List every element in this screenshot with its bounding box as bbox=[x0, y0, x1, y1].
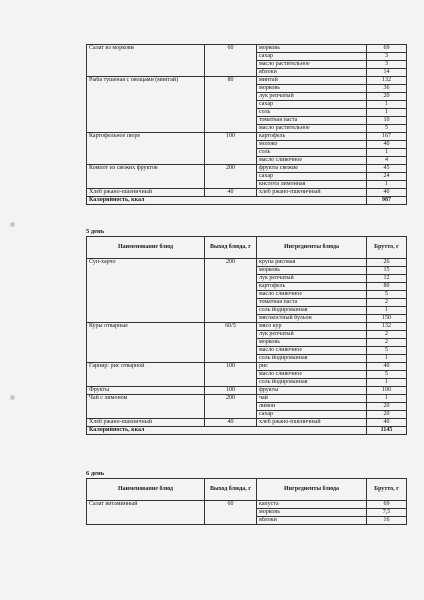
dish-name: Хлеб ржано-пшеничный bbox=[87, 189, 205, 197]
ingredient-name: кислота лимонная bbox=[257, 181, 367, 189]
ingredient-gross: 3 bbox=[367, 61, 407, 69]
ingredient-gross: 7,5 bbox=[367, 509, 407, 517]
dish-name: Куры отварные bbox=[87, 323, 205, 363]
ingredient-gross: 1 bbox=[367, 307, 407, 315]
dish-weight: 40 bbox=[205, 189, 257, 197]
ingredient-gross: 40 bbox=[367, 189, 407, 197]
dish-name: Рыба тушеная с овощами (минтай) bbox=[87, 77, 205, 133]
calories-row bbox=[87, 197, 407, 205]
dish-weight: 60 bbox=[205, 45, 257, 77]
dish-name: Картофельное пюре bbox=[87, 133, 205, 165]
dish-name: Гарнир: рис отварной bbox=[87, 363, 205, 387]
ingredient-gross: 1 bbox=[367, 395, 407, 403]
column-header: Наименование блюд bbox=[87, 237, 205, 259]
calories-label: Калорийность, ккал bbox=[87, 197, 367, 205]
calories-row bbox=[87, 427, 407, 435]
ingredient-gross: 150 bbox=[367, 315, 407, 323]
ingredient-name: крупа рисовая bbox=[257, 259, 367, 267]
ingredient-name: рис bbox=[257, 363, 367, 371]
ingredient-name: масло сливочное bbox=[257, 347, 367, 355]
column-header: Выход блюда, г bbox=[205, 479, 257, 501]
ingredient-gross: 132 bbox=[367, 323, 407, 331]
ingredient-gross: 36 bbox=[367, 85, 407, 93]
ingredient-name: морковь bbox=[257, 339, 367, 347]
calories-value: 987 bbox=[367, 197, 407, 205]
ingredient-name: морковь bbox=[257, 45, 367, 53]
ingredient-name: сахар bbox=[257, 411, 367, 419]
ingredient-gross: 40 bbox=[367, 141, 407, 149]
ingredient-gross: 5 bbox=[367, 291, 407, 299]
ingredient-gross: 100 bbox=[367, 387, 407, 395]
ingredient-gross: 1 bbox=[367, 149, 407, 157]
ingredient-name: капуста bbox=[257, 501, 367, 509]
ingredient-name: морковь bbox=[257, 85, 367, 93]
dish-weight: 60 bbox=[205, 501, 257, 525]
ingredient-name: масло растительное bbox=[257, 61, 367, 69]
ingredient-name: соль йодированная bbox=[257, 355, 367, 363]
ingredient-name: яблоки bbox=[257, 69, 367, 77]
ingredient-name: томатная паста bbox=[257, 299, 367, 307]
ingredient-gross: 20 bbox=[367, 403, 407, 411]
ingredient-gross: 20 bbox=[367, 411, 407, 419]
table-row bbox=[87, 395, 407, 403]
ingredient-name: лимон bbox=[257, 403, 367, 411]
table-row bbox=[87, 419, 407, 427]
ingredient-name: сахар bbox=[257, 101, 367, 109]
table-row bbox=[87, 323, 407, 331]
dish-weight: 200 bbox=[205, 259, 257, 323]
ingredient-gross: 5 bbox=[367, 371, 407, 379]
column-header: Выход блюда, г bbox=[205, 237, 257, 259]
dish-name: Салат из моркови bbox=[87, 45, 205, 77]
ingredient-name: соль йодированная bbox=[257, 379, 367, 387]
ingredient-name: сахар bbox=[257, 173, 367, 181]
ingredient-name: масло сливочное bbox=[257, 157, 367, 165]
column-header: Брутто, г bbox=[367, 237, 407, 259]
ingredient-gross: 1 bbox=[367, 109, 407, 117]
ingredient-gross: 40 bbox=[367, 363, 407, 371]
dish-name: Компот из свежих фруктов bbox=[87, 165, 205, 189]
ingredient-gross: 26 bbox=[367, 259, 407, 267]
ingredient-gross: 5 bbox=[367, 125, 407, 133]
day6-menu-table bbox=[86, 478, 407, 525]
ingredient-name: соль bbox=[257, 109, 367, 117]
ingredient-gross: 80 bbox=[367, 283, 407, 291]
day5-menu-table bbox=[86, 236, 407, 435]
ingredient-name: морковь bbox=[257, 267, 367, 275]
dish-weight: 80 bbox=[205, 77, 257, 133]
ingredient-name: мясокостный бульон bbox=[257, 315, 367, 323]
ingredient-gross: 1 bbox=[367, 181, 407, 189]
day5-title: 5 день bbox=[86, 228, 105, 235]
ingredient-gross: 69 bbox=[367, 501, 407, 509]
ingredient-name: яблоки bbox=[257, 517, 367, 525]
ingredient-name: картофель bbox=[257, 283, 367, 291]
ingredient-gross: 1 bbox=[367, 101, 407, 109]
day6-title: 6 день bbox=[86, 470, 105, 477]
ingredient-gross: 12 bbox=[367, 275, 407, 283]
table-row bbox=[87, 501, 407, 509]
ingredient-name: лук репчатый bbox=[257, 93, 367, 101]
ingredient-gross: 20 bbox=[367, 93, 407, 101]
table-row bbox=[87, 45, 407, 53]
ingredient-name: фрукты свежие bbox=[257, 165, 367, 173]
dish-weight: 200 bbox=[205, 395, 257, 419]
dish-weight: 100 bbox=[205, 387, 257, 395]
ingredient-name: соль йодированная bbox=[257, 307, 367, 315]
ingredient-gross: 2 bbox=[367, 299, 407, 307]
ingredient-gross: 10 bbox=[367, 117, 407, 125]
ingredient-gross: 1 bbox=[367, 355, 407, 363]
ingredient-name: масло растительное bbox=[257, 125, 367, 133]
ingredient-gross: 2 bbox=[367, 331, 407, 339]
ingredient-name: масло сливочное bbox=[257, 371, 367, 379]
ingredient-gross: 3 bbox=[367, 53, 407, 61]
dish-name: Суп-харчо bbox=[87, 259, 205, 323]
ingredient-gross: 132 bbox=[367, 77, 407, 85]
punch-hole bbox=[10, 395, 15, 400]
dish-name: Салат витаминный bbox=[87, 501, 205, 525]
ingredient-name: томатная паста bbox=[257, 117, 367, 125]
table-row bbox=[87, 189, 407, 197]
ingredient-gross: 24 bbox=[367, 173, 407, 181]
ingredient-name: чай bbox=[257, 395, 367, 403]
dish-weight: 100 bbox=[205, 363, 257, 387]
column-header: Наименование блюд bbox=[87, 479, 205, 501]
ingredient-name: сахар bbox=[257, 53, 367, 61]
table-row bbox=[87, 77, 407, 85]
ingredient-gross: 15 bbox=[367, 267, 407, 275]
ingredient-gross: 2 bbox=[367, 339, 407, 347]
dish-weight: 100 bbox=[205, 133, 257, 165]
ingredient-gross: 1 bbox=[367, 379, 407, 387]
ingredient-name: молоко bbox=[257, 141, 367, 149]
column-header: Ингредиенты блюда bbox=[257, 237, 367, 259]
ingredient-gross: 40 bbox=[367, 419, 407, 427]
ingredient-gross: 4 bbox=[367, 157, 407, 165]
ingredient-name: лук репчатый bbox=[257, 275, 367, 283]
column-header: Ингредиенты блюда bbox=[257, 479, 367, 501]
dish-name: Фрукты bbox=[87, 387, 205, 395]
ingredient-gross: 14 bbox=[367, 69, 407, 77]
table-header-row bbox=[87, 237, 407, 259]
punch-hole bbox=[10, 222, 15, 227]
ingredient-name: морковь bbox=[257, 509, 367, 517]
table-row bbox=[87, 133, 407, 141]
dish-weight: 40 bbox=[205, 419, 257, 427]
ingredient-name: масло сливочное bbox=[257, 291, 367, 299]
ingredient-name: мясо кур bbox=[257, 323, 367, 331]
ingredient-gross: 5 bbox=[367, 347, 407, 355]
table-row bbox=[87, 363, 407, 371]
ingredient-name: хлеб ржано-пшеничный bbox=[257, 419, 367, 427]
table-header-row bbox=[87, 479, 407, 501]
ingredient-name: лук репчатый bbox=[257, 331, 367, 339]
ingredient-name: минтай bbox=[257, 77, 367, 85]
ingredient-name: хлеб ржано-пшеничный bbox=[257, 189, 367, 197]
column-header: Брутто, г bbox=[367, 479, 407, 501]
table-row bbox=[87, 165, 407, 173]
day4-menu-table bbox=[86, 44, 407, 205]
table-row bbox=[87, 259, 407, 267]
ingredient-gross: 167 bbox=[367, 133, 407, 141]
calories-value: 1145 bbox=[367, 427, 407, 435]
ingredient-gross: 16 bbox=[367, 517, 407, 525]
ingredient-name: фрукты bbox=[257, 387, 367, 395]
ingredient-gross: 69 bbox=[367, 45, 407, 53]
dish-name: Чай с лимоном bbox=[87, 395, 205, 419]
dish-weight: 200 bbox=[205, 165, 257, 189]
ingredient-gross: 45 bbox=[367, 165, 407, 173]
ingredient-name: соль bbox=[257, 149, 367, 157]
table-row bbox=[87, 387, 407, 395]
calories-label: Калорийность, ккал bbox=[87, 427, 367, 435]
ingredient-name: картофель bbox=[257, 133, 367, 141]
dish-name: Хлеб ржано-пшеничный bbox=[87, 419, 205, 427]
dish-weight: 60/5 bbox=[205, 323, 257, 363]
